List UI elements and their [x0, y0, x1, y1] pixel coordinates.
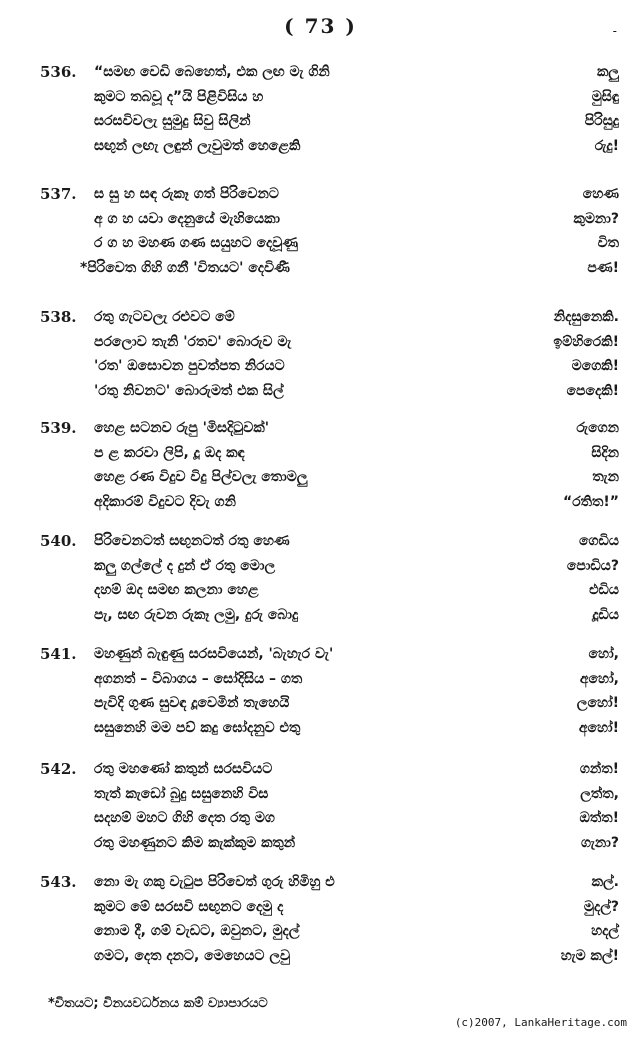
verse-line-rhyme: පොඩිය? — [566, 557, 619, 574]
verse-line-text: සඟුන් ලඟැ ලඳුන් ලැවුමත් හෙළෙකි — [94, 137, 301, 154]
verse-line-text: පරලොව තැනි 'රතව' බොරුව මැ — [94, 333, 292, 350]
verse-line-rhyme: ඉම්හිරෙකි! — [553, 333, 619, 350]
verse-line — [0, 870, 641, 895]
verse-line — [0, 642, 641, 667]
verse-537 — [0, 182, 641, 280]
verse-line — [0, 757, 641, 782]
verse-line — [0, 667, 641, 692]
verse-line-text: තැත් කැඩෝ බුදු සසුනෙහි විස — [94, 785, 269, 802]
verse-line-rhyme: ගන්ත! — [579, 761, 619, 777]
verse-line — [0, 806, 641, 831]
verse-line-rhyme: පිරිසුදු — [584, 113, 619, 129]
verse-line-rhyme: නිදසුනෙකි. — [553, 309, 619, 325]
verse-line-rhyme: ගෙඩිය — [579, 533, 619, 549]
verse-line-text: රතු මහණුනට කිම කැක්කුම කතුන් — [94, 834, 296, 851]
verse-line-rhyme: කල්. — [591, 874, 619, 890]
verse-line-rhyme: රුදු! — [594, 137, 619, 154]
verse-line-rhyme: හැම කල්! — [560, 947, 619, 964]
verse-line-text: අදිකාරම් විදුවට දිවැ ගනි — [94, 493, 236, 510]
verse-line — [0, 782, 641, 807]
verse-line-rhyme: “රතිත!” — [563, 493, 619, 510]
verse-number: 541. — [40, 645, 77, 663]
verse-line-text: ප ළ කරවා ලිපි, දූ ඔද කඳ — [94, 444, 245, 461]
corner-mark: - — [612, 24, 617, 38]
verse-number: 536. — [40, 63, 77, 81]
verse-line-text: හෙළ රණ විදුව විදු පිල්වලැ තොමලු — [94, 469, 308, 485]
verse-number: 537. — [40, 185, 77, 203]
verse-line-text: නොම දී, ගම් වැඩට, ඔවුනට, මුදල් — [94, 923, 300, 939]
verse-line-text: ස සු හ සඳ රුකෑ ගත් පිරිවෙනට — [94, 186, 279, 202]
verse-line — [0, 379, 641, 404]
verse-line-text: පැවිදි ගුණ සුවඳ දූවෙමින් තැහෙයි — [94, 695, 290, 711]
verse-line-text: “සමඟ වෙඩි බෙහෙත්, එක ලඟ මැ ගිනි — [94, 64, 330, 80]
verse-line-rhyme: විත — [597, 235, 619, 251]
verse-line-rhyme: කුමනා? — [573, 210, 619, 227]
verse-line-text: කුමට මේ සරසවි සඟුනට දෙමු ද — [94, 898, 284, 915]
copyright-notice: (c)2007, LankaHeritage.com — [454, 1016, 627, 1029]
verse-line-rhyme: මගෙකි! — [571, 358, 619, 374]
verse-line-rhyme: ලහෝ! — [576, 695, 619, 711]
verse-number: 539. — [40, 419, 77, 437]
verse-line — [0, 529, 641, 554]
verse-line — [0, 134, 641, 159]
verse-line-rhyme: රුගෙන — [576, 420, 619, 436]
verse-line-text: සසුනෙහි මම පව් කදු ඝෝදනුව එතු — [94, 719, 301, 736]
verse-line-rhyme: අහෝ! — [578, 719, 619, 736]
verse-line-rhyme: සිදින — [591, 444, 619, 461]
verse-line-rhyme: ලත්ත, — [580, 785, 619, 802]
verse-line-rhyme: හෝ, — [588, 646, 619, 662]
verse-542 — [0, 757, 641, 855]
verse-line — [0, 895, 641, 920]
verse-line — [0, 554, 641, 579]
verse-line-text: අගනත් – විබාගය – සෝදිසිය – ගත — [94, 670, 303, 687]
verse-536 — [0, 60, 641, 158]
verse-line-text: 'රතු නිවනට' බොරුමත් එක සිල් — [94, 382, 284, 399]
verse-line-text: නො මැ ගකු වැටුප පිරිවෙත් ගුරු හිමිහු එ — [94, 874, 335, 890]
verse-line — [0, 919, 641, 944]
verse-line-text: රතු මහණෝ කතුන් සරසවියට — [94, 761, 273, 777]
footnote: *විතයට; විනයවර්ධනය කම් ව්‍යාපාරයට — [48, 996, 268, 1011]
verse-line-text: රතු ගැටවලැ රළුවට මේ — [94, 309, 235, 325]
verse-line-rhyme: හදල් — [591, 923, 619, 939]
verse-line-text: හෙළ සටනව රුපු 'මිසදිටුවක්' — [94, 420, 270, 436]
verse-line — [0, 109, 641, 134]
verse-line-rhyme: තැන — [592, 469, 619, 485]
verse-line-rhyme: මුදල්? — [583, 898, 619, 915]
verse-line — [0, 354, 641, 379]
verse-539 — [0, 416, 641, 514]
verse-line — [0, 490, 641, 515]
verse-line-rhyme: පෙදෙකි! — [566, 382, 619, 399]
verse-number: 543. — [40, 873, 77, 891]
verse-line — [0, 441, 641, 466]
verse-line-text: කුමට තබවූ ද”යි පිළිවිසිය හ — [94, 88, 264, 105]
verse-541 — [0, 642, 641, 740]
verse-line — [0, 60, 641, 85]
verse-line-rhyme: එඩිය — [589, 582, 619, 598]
verse-line — [0, 85, 641, 110]
verse-line — [0, 256, 641, 281]
verse-line — [0, 182, 641, 207]
verse-line-text: 'රත' ඔසොවන පුවත්පත නිරයට — [94, 358, 285, 374]
verse-line-text: සරසවිවලැ සුමුදු සිවු සිලින් — [94, 113, 251, 129]
verse-line — [0, 603, 641, 628]
verse-line — [0, 691, 641, 716]
verse-number: 542. — [40, 760, 77, 778]
verse-line — [0, 944, 641, 969]
verse-line-rhyme: පණ! — [587, 259, 619, 276]
verse-line — [0, 207, 641, 232]
verse-line-rhyme: දූඩිය — [592, 606, 619, 623]
verse-number: 538. — [40, 308, 77, 326]
verse-line — [0, 330, 641, 355]
verse-line-text: කලු ගල්ලේ ද දුන් ඒ රතු මොල — [94, 557, 276, 574]
verse-line — [0, 231, 641, 256]
verse-line-text: ර ග හ මහණ ගණ සයුහට දෙවූණු — [94, 235, 299, 251]
verse-line-rhyme: ගැනා? — [580, 834, 619, 851]
verse-line — [0, 416, 641, 441]
verse-line-rhyme: හෙණ — [582, 186, 619, 202]
verse-line — [0, 465, 641, 490]
verse-line-text: ගමට, දෙත දනට, මෙහෙයට ලවු — [94, 947, 291, 964]
verse-line — [0, 578, 641, 603]
verse-line-rhyme: ඔත්ත! — [579, 810, 619, 826]
page-number: ( 73 ) — [284, 14, 357, 38]
verse-line-rhyme: මුසිඳු — [591, 88, 619, 105]
verse-line-text: *පිරිවෙත ගිහි ගනී 'විතයට' දෙවිණී — [80, 259, 290, 276]
verse-line-text: මහණුන් බැඳුණු සරසවියෙන්, 'බැහැර වැ' — [94, 646, 334, 662]
verse-line-text: දහම් ඔද සමඟ කලනා හෙළ — [94, 582, 259, 598]
verse-line-text: පැ, සඟ රුවන රුකෑ ලමු, දුරු බොදු — [94, 606, 299, 623]
verse-line — [0, 305, 641, 330]
verse-line — [0, 831, 641, 856]
verse-line-text: සදහම් මහට ගිහි දෙත රතු මග — [94, 810, 275, 826]
verse-538 — [0, 305, 641, 403]
verse-number: 540. — [40, 532, 77, 550]
verse-line-rhyme: කලු — [596, 64, 619, 80]
verse-line-text: අ ග හ යවා දෙනුයේ මැහියෙකා — [94, 210, 281, 227]
verse-line — [0, 716, 641, 741]
verse-line-rhyme: අහෝ, — [579, 670, 619, 687]
verse-540 — [0, 529, 641, 627]
verse-543 — [0, 870, 641, 968]
verse-line-text: පිරිවෙනටත් සඟුනටත් රතු හෙණ — [94, 533, 290, 549]
